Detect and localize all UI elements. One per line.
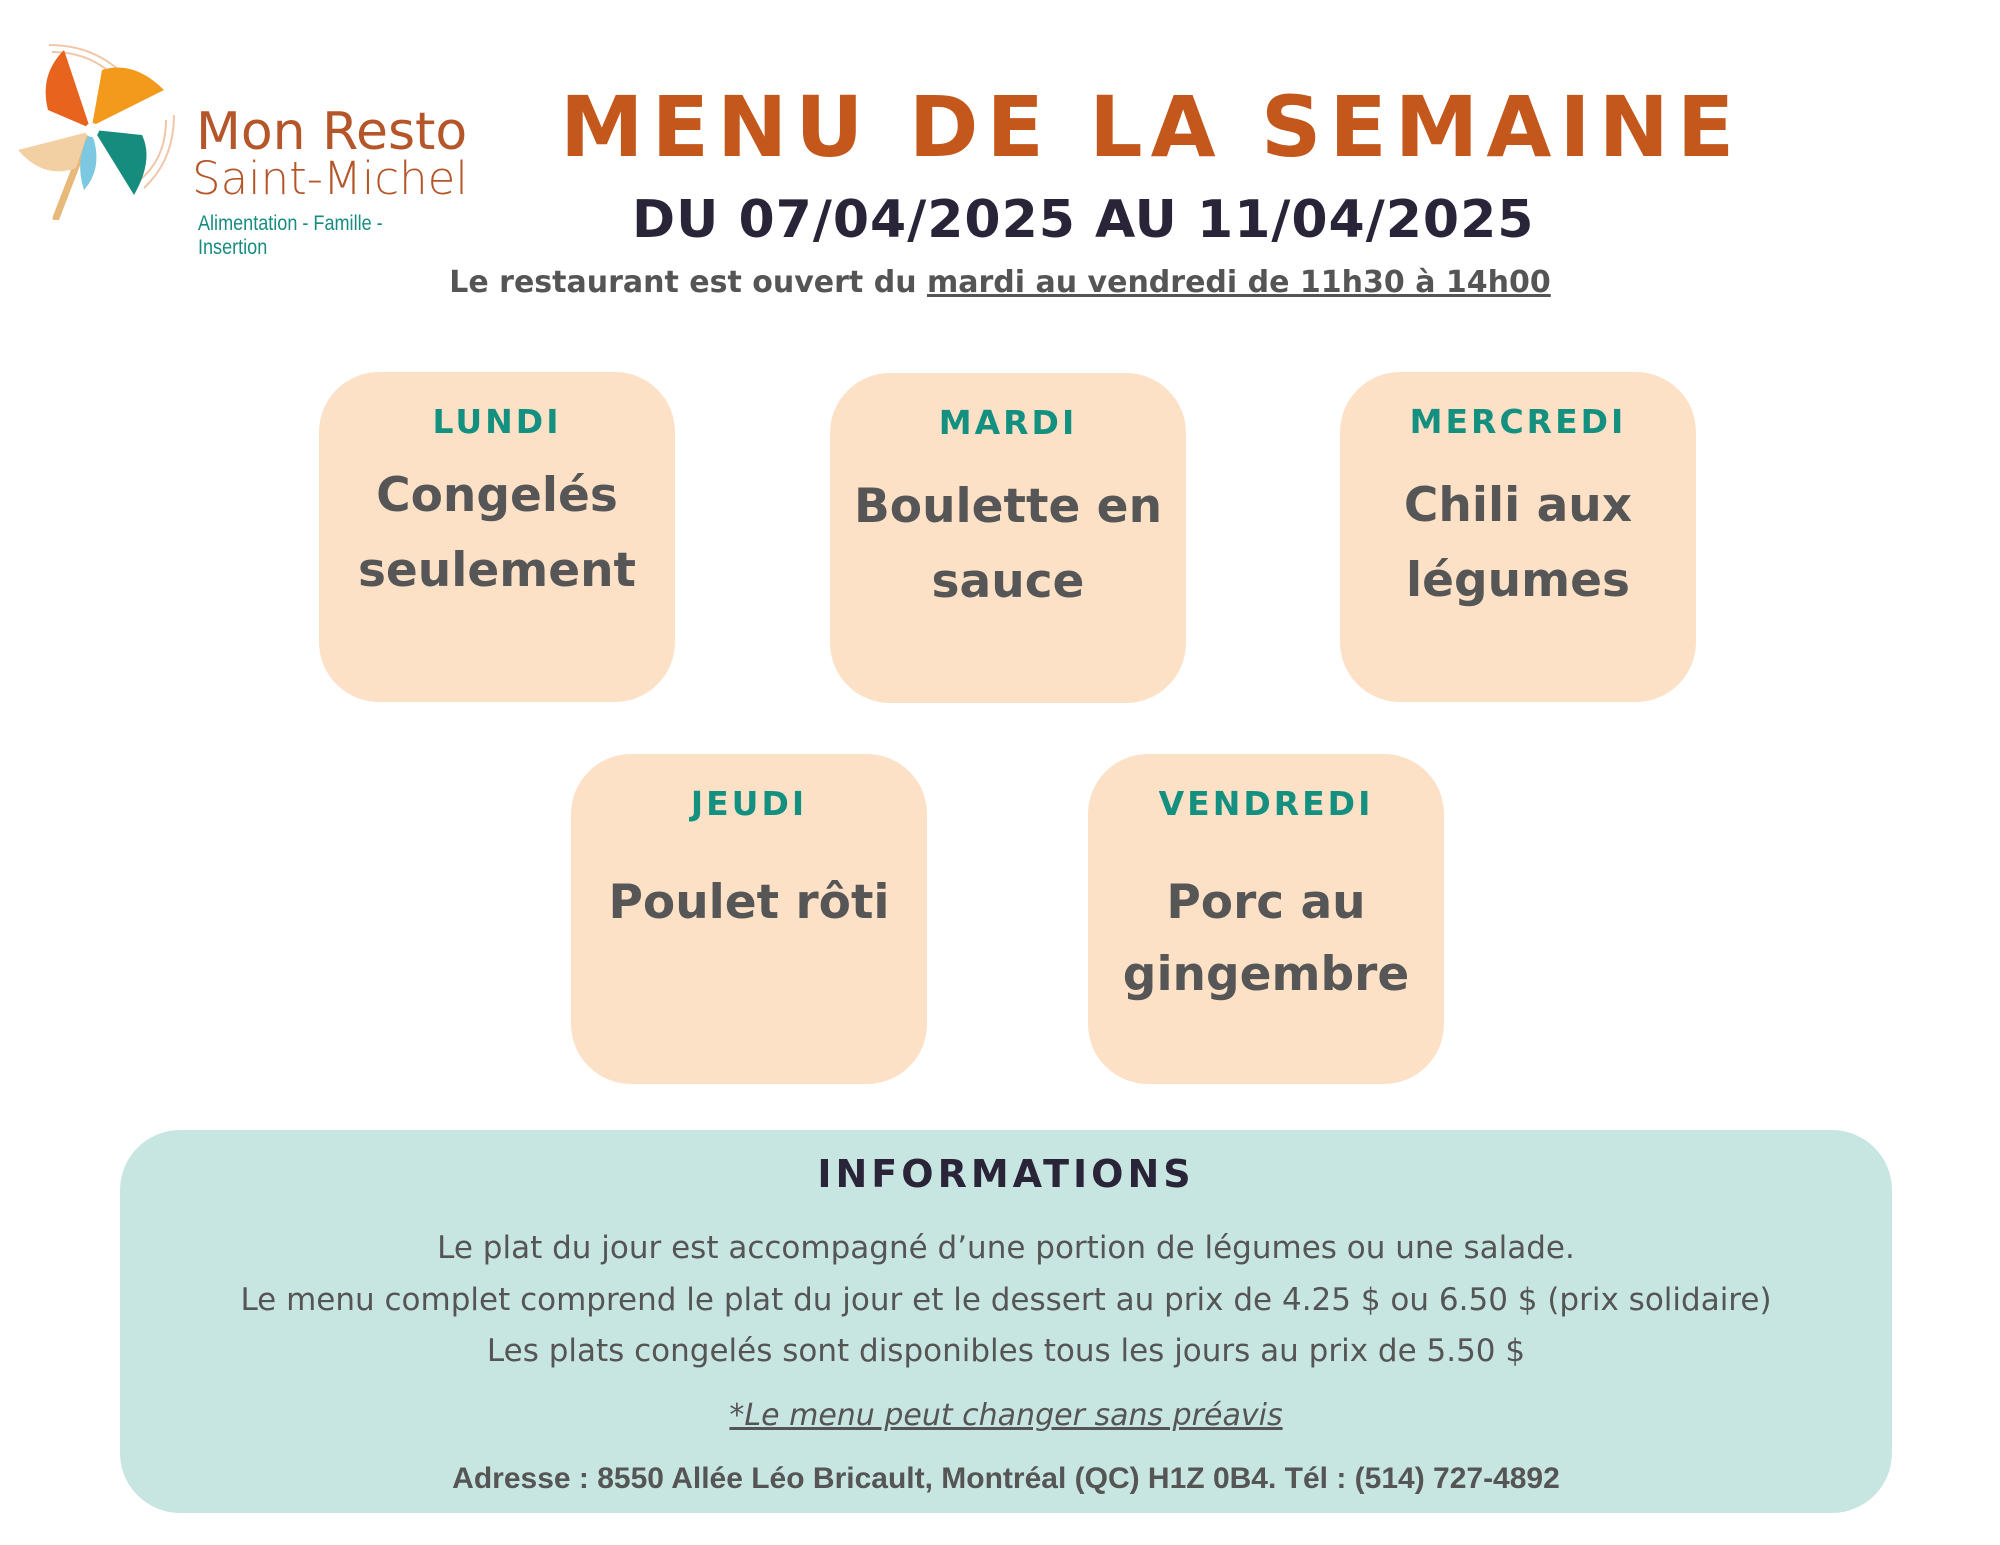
dish-line2: légumes xyxy=(1406,553,1630,608)
info-line: Les plats congelés sont disponibles tous les jours au prix de 5.50 $ xyxy=(486,1333,1526,1369)
dish-line1: Congelés xyxy=(376,468,618,523)
opening-hours-days: mardi au vendredi de 11h30 à 14h00 xyxy=(927,265,1551,300)
day-card-jeudi xyxy=(571,754,927,1084)
brand-name-line1: Mon Resto xyxy=(196,102,468,162)
opening-hours-prefix: Le restaurant est ouvert du xyxy=(449,265,927,300)
dish-line1: Boulette en xyxy=(853,479,1163,534)
day-card-mercredi xyxy=(1340,372,1696,702)
day-card-vendredi xyxy=(1088,754,1444,1084)
dish-line1: Poulet rôti xyxy=(608,875,890,930)
info-address: Adresse : 8550 Allée Léo Bricault, Montréal (QC) H1Z 0B4. Tél : (514) 727-4892 xyxy=(452,1462,1560,1495)
day-label: MARDI xyxy=(938,403,1078,442)
day-card-lundi xyxy=(319,372,675,702)
dish-line1: Chili aux xyxy=(1403,478,1633,533)
brand-tagline: Alimentation - Famille - Insertion xyxy=(198,212,383,259)
day-label: MERCREDI xyxy=(1409,402,1627,441)
dish-line1: Porc au xyxy=(1166,875,1366,930)
pinwheel-icon xyxy=(14,40,184,220)
info-line: Le menu complet comprend le plat du jour et le dessert au prix de 4.25 $ ou 6.50 $ (prix solidaire) xyxy=(240,1282,1772,1318)
dish-line2: gingembre xyxy=(1122,947,1410,1002)
info-title: INFORMATIONS xyxy=(817,1152,1195,1196)
logo xyxy=(14,40,484,259)
page-title: MENU DE LA SEMAINE xyxy=(560,78,1743,176)
day-label: JEUDI xyxy=(690,784,808,823)
dish-line2: sauce xyxy=(931,554,1085,609)
day-label: VENDREDI xyxy=(1158,784,1374,823)
info-line: Le plat du jour est accompagné d’une portion de légumes ou une salade. xyxy=(437,1230,1575,1266)
brand-name-line2: Saint-Michel xyxy=(192,152,468,205)
day-label: LUNDI xyxy=(432,402,562,441)
dish-line2: seulement xyxy=(357,543,637,598)
info-note: *Le menu peut changer sans préavis xyxy=(729,1398,1283,1433)
week-dates: DU 07/04/2025 AU 11/04/2025 xyxy=(632,190,1535,250)
day-card-mardi xyxy=(830,373,1186,703)
opening-hours xyxy=(0,265,2000,300)
info-panel xyxy=(120,1130,1892,1513)
